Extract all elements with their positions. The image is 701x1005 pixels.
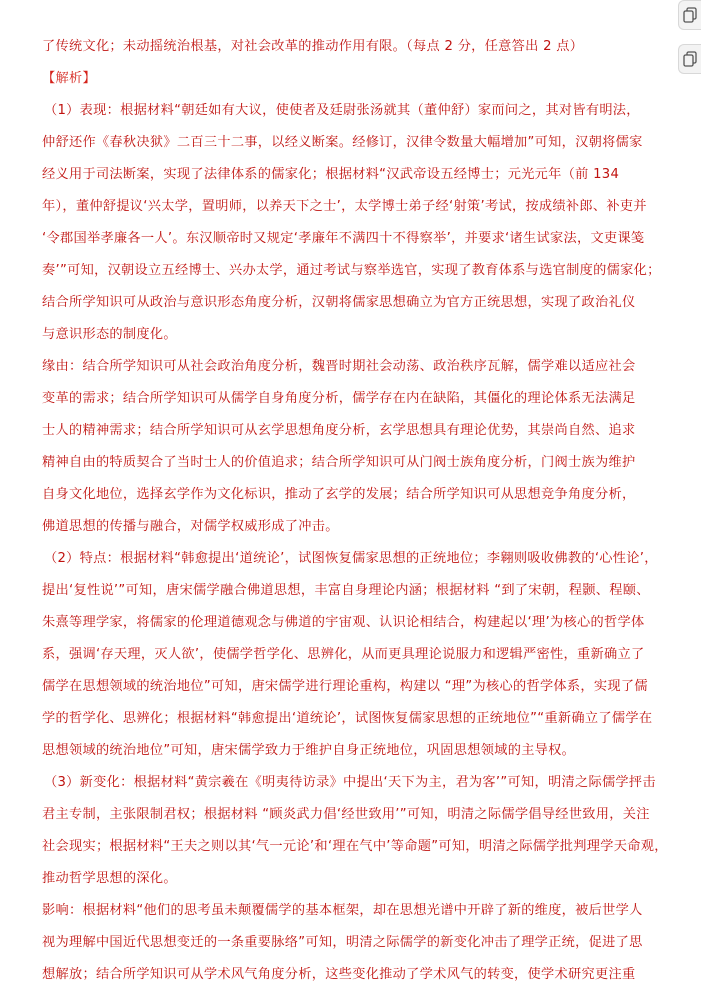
text-line: 系，强调‘存天理，灭人欲’，使儒学哲学化、思辨化，从而更具理论说服力和逻辑严密性，重新确立了 bbox=[42, 647, 645, 662]
text-line: 佛道思想的传播与融合，对儒学权威形成了冲击。 bbox=[42, 519, 339, 534]
text-line: （2）特点：根据材料“韩愈提出‘道统论’，试图恢复儒家思想的正统地位；李翱则吸收佛教的‘心性论’， bbox=[44, 551, 658, 566]
side-toolbar bbox=[679, 0, 701, 80]
text-line: 年），董仲舒提议‘兴太学，置明师，以养天下之士’，太学博士弟子经‘射策’考试，按成绩补郎、补吏并 bbox=[42, 199, 647, 214]
text-line: 推动哲学思想的深化。 bbox=[42, 871, 177, 886]
text-line: 自身文化地位，选择玄学作为文化标识，推动了玄学的发展；结合所学知识可从思想竞争角度分析， bbox=[42, 487, 636, 502]
text-line: （1）表现：根据材料“朝廷如有大议，使使者及廷尉张汤就其（董仲舒）家而问之，其对皆有明法， bbox=[44, 103, 640, 118]
text-line: 朱熹等理学家，将儒家的伦理道德观念与佛道的宇宙观、认识论相结合，构建起以‘理’为核心的哲学体 bbox=[42, 615, 645, 630]
text-line: 士人的精神需求；结合所学知识可从玄学思想角度分析，玄学思想具有理论优势，其崇尚自然、追求 bbox=[42, 423, 636, 438]
text-line: 学的哲学化、思辨化；根据材料“韩愈提出‘道统论’，试图恢复儒家思想的正统地位”“重新确立了儒学在 bbox=[42, 711, 653, 726]
text-line: ‘令郡国举孝廉各一人’。东汉顺帝时又规定‘孝廉年不满四十不得察举’，并要求‘诸生试家法，文吏课笺 bbox=[42, 231, 645, 246]
copy-button[interactable] bbox=[678, 44, 701, 74]
text-line: 结合所学知识可从政治与意识形态角度分析，汉朝将儒家思想确立为官方正统思想，实现了政治礼仪 bbox=[42, 295, 636, 310]
section-heading: 【解析】 bbox=[42, 71, 96, 86]
text-line: 与意识形态的制度化。 bbox=[42, 327, 177, 342]
text-line: 缘由：结合所学知识可从社会政治角度分析，魏晋时期社会动荡、政治秩序瓦解，儒学难以适应社会 bbox=[42, 359, 636, 374]
text-line: 变革的需求；结合所学知识可从儒学自身角度分析，儒学存在内在缺陷，其僵化的理论体系无法满足 bbox=[42, 391, 636, 406]
text-line: 奏’”可知，汉朝设立五经博士、兴办太学，通过考试与察举选官，实现了教育体系与选官制度的儒家化； bbox=[42, 263, 661, 278]
text-line: 君主专制，主张限制君权；根据材料 “顾炎武力倡‘经世致用’”可知，明清之际儒学倡导经世致用，关注 bbox=[42, 807, 650, 822]
text-line: 思想领域的统治地位”可知，唐宋儒学致力于维护自身正统地位，巩固思想领域的主导权。 bbox=[42, 743, 576, 758]
text-line: 视为理解中国近代思想变迁的一条重要脉络”可知，明清之际儒学的新变化冲击了理学正统，促进了思 bbox=[42, 935, 643, 950]
copy-button[interactable] bbox=[678, 0, 701, 30]
text-line: 想解放；结合所学知识可从学术风气角度分析，这些变化推动了学术风气的转变，使学术研究更注重 bbox=[42, 967, 636, 982]
text-line: 影响：根据材料“他们的思考虽未颠覆儒学的基本框架，却在思想光谱中开辟了新的维度，被后世学人 bbox=[42, 903, 643, 918]
text-line: 经义用于司法断案，实现了法律体系的儒家化；根据材料“汉武帝设五经博士；元光元年（前 134 bbox=[42, 167, 620, 182]
text-line: 精神自由的特质契合了当时士人的价值追求；结合所学知识可从门阀士族角度分析，门阀士族为维护 bbox=[42, 455, 636, 470]
text-line: 儒学在思想领域的统治地位”可知，唐宋儒学进行理论重构，构建以 “理”为核心的哲学体系，实现了儒 bbox=[42, 679, 648, 694]
text-line: 提出‘复性说’”可知，唐宋儒学融合佛道思想，丰富自身理论内涵；根据材料 “到了宋朝，程颢、程颐、 bbox=[42, 583, 650, 598]
text-line: 社会现实；根据材料“王夫之则以其‘气一元论’和‘理在气中’等命题”可知，明清之际儒学批判理学天命观， bbox=[42, 839, 668, 854]
text-line: 了传统文化；未动摇统治根基，对社会改革的推动作用有限。（每点 2 分，任意答出 2 点） bbox=[42, 39, 584, 54]
text-line: 仲舒还作《春秋决狱》二百三十二事，以经义断案。经修订，汉律令数量大幅增加”可知，汉朝将儒家 bbox=[42, 135, 643, 150]
text-line: （3）新变化：根据材料“黄宗羲在《明夷待访录》中提出‘天下为主，君为客’”可知，明清之际儒学抨击 bbox=[44, 775, 656, 790]
